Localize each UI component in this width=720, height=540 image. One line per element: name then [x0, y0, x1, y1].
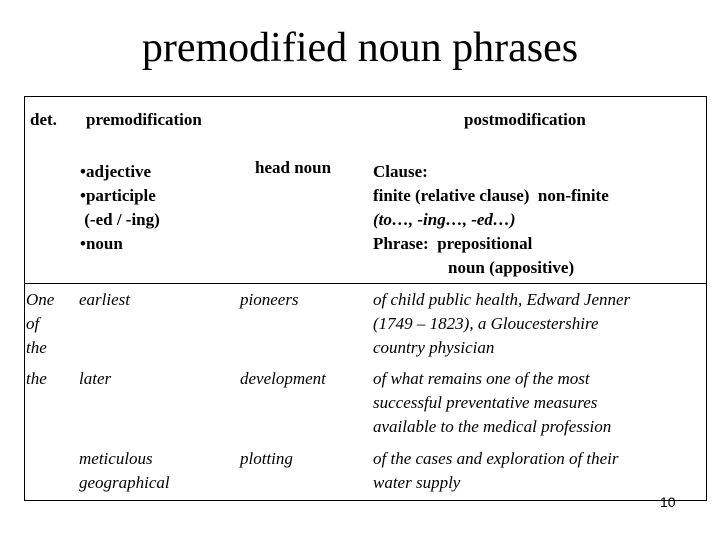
table-row-1-premod: earliest — [79, 290, 130, 309]
header-divider — [24, 283, 707, 284]
postmod-line: available to the medical profession — [373, 417, 612, 436]
table-row-2-det: the — [26, 369, 47, 388]
postmodification-header: postmodification — [464, 110, 586, 129]
postmod-line-phrase: Phrase: prepositional — [373, 234, 533, 253]
det-word: the — [26, 338, 47, 357]
postmod-line: water supply — [373, 473, 461, 492]
table-row-2-premod: later — [79, 369, 112, 388]
head-noun-header: head noun — [255, 158, 332, 177]
postmod-line: country physician — [373, 338, 495, 357]
postmod-line-finite: finite (relative clause) non-finite — [373, 186, 609, 205]
table-row-3-postmod — [373, 447, 619, 495]
postmod-line: of child public health, Edward Jenner — [373, 290, 631, 309]
premod-categories — [80, 160, 160, 256]
postmod-line: successful preventative measures — [373, 393, 598, 412]
det-header: det. — [30, 110, 57, 129]
table-row-2-postmod — [373, 367, 611, 439]
page-number: 10 — [660, 494, 676, 510]
det-word: of — [26, 314, 40, 333]
det-word: One — [26, 290, 55, 309]
premodification-header: premodification — [86, 110, 202, 129]
postmod-line: (1749 – 1823), a Gloucestershire — [373, 314, 599, 333]
table-row-1-postmod — [373, 288, 630, 360]
postmod-line: of what remains one of the most — [373, 369, 590, 388]
table-row-3-premod — [79, 447, 170, 495]
page-title: premodified noun phrases — [141, 25, 579, 71]
premod-item-noun: •noun — [80, 234, 123, 253]
postmod-line-appositive: noun (appositive) — [448, 258, 575, 277]
premod-item-participle: •participle — [80, 186, 156, 205]
postmod-line-nonfinite-forms: (to…, -ing…, -ed…) — [373, 210, 516, 229]
premod-word: meticulous — [79, 449, 153, 468]
postmod-line: of the cases and exploration of their — [373, 449, 619, 468]
table-row-1-head: pioneers — [240, 290, 299, 309]
table-row-1-det — [26, 288, 54, 360]
table-row-2-head: development — [240, 369, 326, 388]
postmod-categories — [373, 160, 609, 280]
premod-item-adjective: •adjective — [80, 162, 152, 181]
premod-word: geographical — [79, 473, 170, 492]
table-row-3-head: plotting — [240, 449, 293, 468]
premod-item-participle-forms: (-ed / -ing) — [80, 210, 160, 229]
postmod-line-clause: Clause: — [373, 162, 428, 181]
